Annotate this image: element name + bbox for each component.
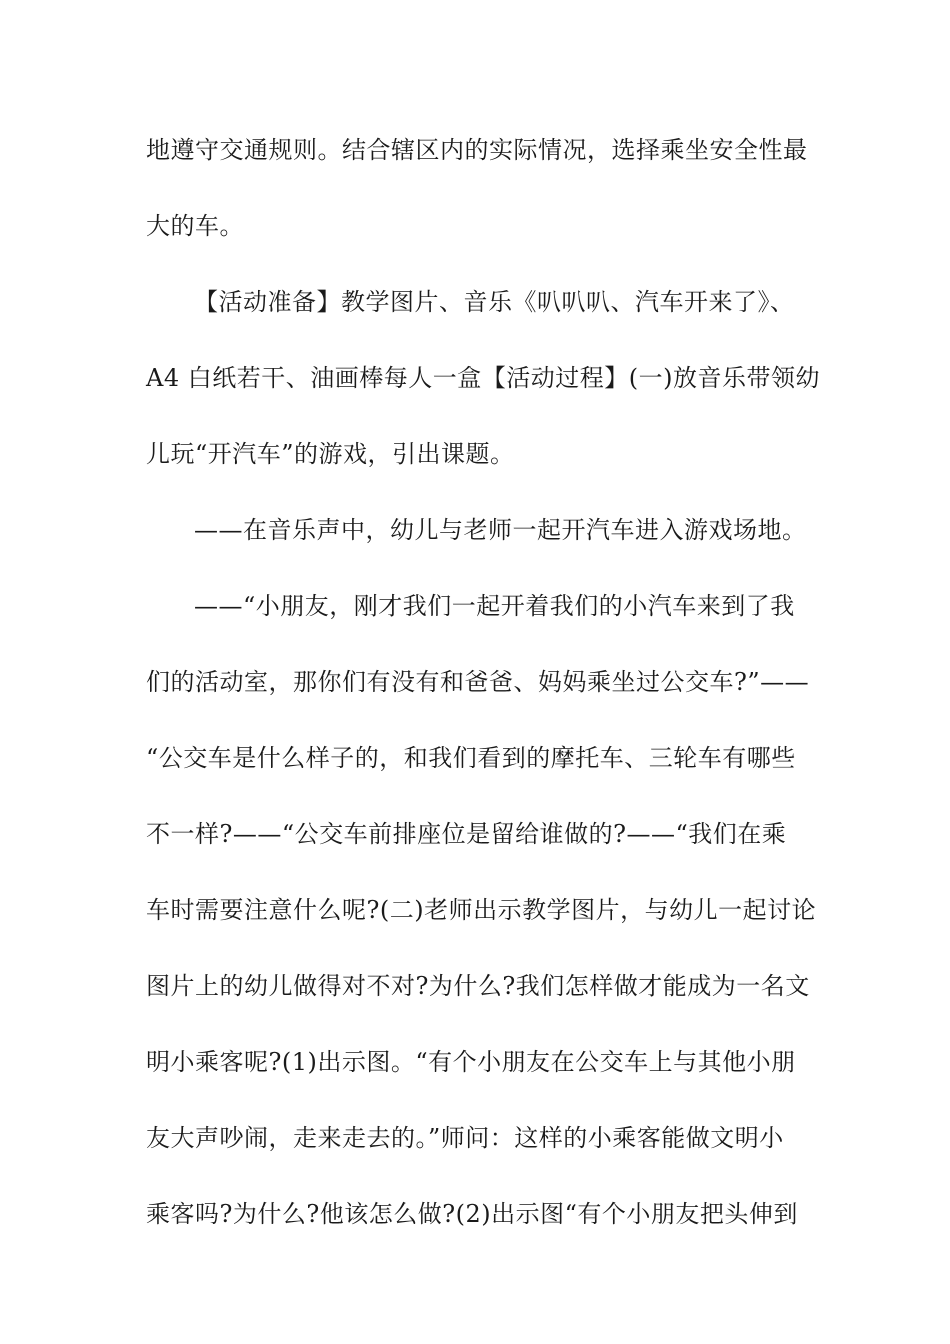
- text-line: ——在音乐声中，幼儿与老师一起开汽车进入游戏场地。: [194, 516, 807, 544]
- text-line: 儿玩“开汽车”的游戏，引出课题。: [146, 440, 515, 468]
- text-line: 不一样?——“公交车前排座位是留给谁做的?——“我们在乘: [146, 820, 787, 848]
- text-line: A4 白纸若干、油画棒每人一盒【活动过程】(一)放音乐带领幼: [146, 364, 820, 392]
- text-line: 车时需要注意什么呢?(二)老师出示教学图片，与幼儿一起讨论: [146, 896, 817, 924]
- text-line: 明小乘客呢?(1)出示图。“有个小朋友在公交车上与其他小朋: [146, 1048, 796, 1076]
- text-line: ——“小朋友，刚才我们一起开着我们的小汽车来到了我: [194, 592, 795, 620]
- text-line: 乘客吗?为什么?他该怎么做?(2)出示图“有个小朋友把头伸到: [146, 1200, 798, 1228]
- text-line: 地遵守交通规则。结合辖区内的实际情况，选择乘坐安全性最: [146, 136, 808, 164]
- text-line: 友大声吵闹，走来走去的。”师问：这样的小乘客能做文明小: [146, 1124, 784, 1152]
- text-line: 【活动准备】教学图片、音乐《叭叭叭、汽车开来了》、: [194, 288, 795, 316]
- text-line: 们的活动室，那你们有没有和爸爸、妈妈乘坐过公交车?”——: [146, 668, 810, 696]
- text-line: 大的车。: [146, 212, 244, 240]
- text-line: “公交车是什么样子的，和我们看到的摩托车、三轮车有哪些: [146, 744, 796, 772]
- text-line: 图片上的幼儿做得对不对?为什么?我们怎样做才能成为一名文: [146, 972, 810, 1000]
